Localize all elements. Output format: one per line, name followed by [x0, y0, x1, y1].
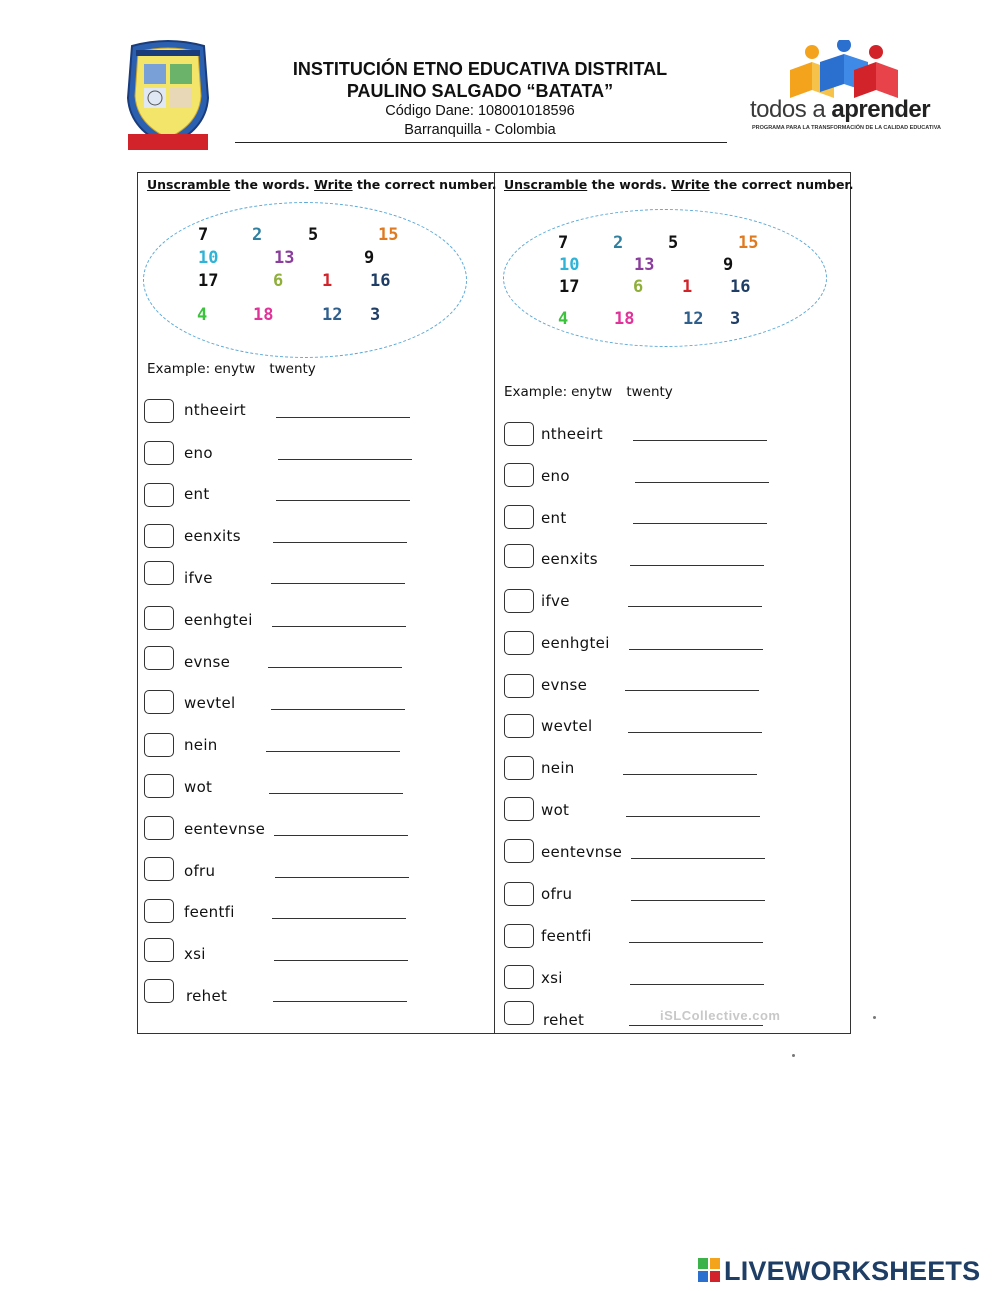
answer-line[interactable] [629, 942, 763, 943]
scrambled-word: ntheeirt [184, 401, 246, 419]
number-5: 5 [308, 225, 319, 245]
scrambled-word: ifve [184, 569, 213, 587]
number-4: 4 [197, 305, 208, 325]
answer-box[interactable] [504, 589, 534, 613]
scrambled-word: rehet [186, 987, 228, 1005]
answer-box[interactable] [504, 631, 534, 655]
scrambled-word: eentevnse [184, 820, 266, 838]
number-16: 16 [730, 277, 751, 297]
number-17: 17 [559, 277, 580, 297]
answer-line[interactable] [278, 459, 412, 460]
answer-box[interactable] [504, 505, 534, 529]
scrambled-word: evnse [184, 653, 231, 671]
number-1: 1 [322, 271, 333, 291]
school-location: Barranquilla - Colombia [404, 122, 556, 138]
answer-line[interactable] [273, 1001, 407, 1002]
number-16: 16 [370, 271, 391, 291]
scrambled-word: eno [184, 444, 213, 462]
example-scrambled: enytw [214, 361, 256, 377]
answer-line[interactable] [274, 835, 408, 836]
scrambled-word: eenxits [541, 550, 598, 568]
answer-line[interactable] [630, 565, 764, 566]
answer-line[interactable] [272, 626, 406, 627]
number-6: 6 [273, 271, 284, 291]
answer-box[interactable] [144, 646, 174, 670]
scrambled-word: eenhgtei [541, 634, 610, 652]
number-3: 3 [370, 305, 381, 325]
example-right [504, 384, 673, 400]
instruction-mid: the words. [230, 177, 315, 192]
scrambled-word: eno [541, 467, 570, 485]
number-13: 13 [634, 255, 655, 275]
brand-name [750, 96, 930, 124]
answer-line[interactable] [625, 690, 759, 691]
school-name-line1: INSTITUCIÓN ETNO EDUCATIVA DISTRITAL [292, 59, 668, 79]
number-bank-ellipse-left [143, 202, 467, 358]
school-crest-logo [122, 38, 214, 156]
answer-box[interactable] [144, 733, 174, 757]
answer-line[interactable] [266, 751, 400, 752]
answer-line[interactable] [268, 667, 402, 668]
scrambled-word: ent [184, 485, 210, 503]
instruction-rest: the correct number. [352, 177, 497, 192]
answer-line[interactable] [631, 858, 765, 859]
number-4: 4 [558, 309, 569, 329]
number-5: 5 [668, 233, 679, 253]
liveworksheets-wordmark: LIVEWORKSHEETS [724, 1256, 981, 1286]
scrambled-word: evnse [541, 676, 588, 694]
answer-box[interactable] [504, 463, 534, 487]
number-bank-ellipse-right [503, 209, 827, 347]
header-divider [235, 142, 727, 143]
answer-box[interactable] [144, 606, 174, 630]
example-answer: twenty [269, 361, 316, 377]
scrambled-word: ent [541, 509, 567, 527]
number-13: 13 [274, 248, 295, 268]
answer-line[interactable] [275, 877, 409, 878]
scrambled-word: wot [184, 778, 213, 796]
speck [873, 1016, 876, 1019]
answer-line[interactable] [274, 960, 408, 961]
answer-box[interactable] [504, 839, 534, 863]
answer-line[interactable] [271, 583, 405, 584]
answer-box[interactable] [504, 674, 534, 698]
answer-box[interactable] [504, 422, 534, 446]
instruction-right [504, 177, 854, 192]
answer-line[interactable] [273, 542, 407, 543]
scrambled-word: eenxits [184, 527, 241, 545]
answer-box[interactable] [504, 797, 534, 821]
scrambled-word: ofru [541, 885, 573, 903]
number-7: 7 [198, 225, 209, 245]
answer-box[interactable] [144, 816, 174, 840]
example-answer: twenty [626, 384, 673, 400]
answer-line[interactable] [628, 732, 762, 733]
instruction-write: Write [671, 177, 710, 192]
brand-subtitle: PROGRAMA PARA LA TRANSFORMACIÓN DE LA CALIDAD EDUCATIVA [752, 125, 941, 131]
answer-line[interactable] [630, 984, 764, 985]
number-7: 7 [558, 233, 569, 253]
number-9: 9 [364, 248, 375, 268]
answer-box[interactable] [144, 774, 174, 798]
instruction-rest: the correct number. [709, 177, 854, 192]
answer-line[interactable] [629, 649, 763, 650]
number-12: 12 [322, 305, 343, 325]
example-label: Example: [147, 361, 211, 377]
answer-line[interactable] [631, 900, 765, 901]
number-15: 15 [738, 233, 759, 253]
liveworksheets-icon [698, 1258, 720, 1282]
scrambled-word: wevtel [541, 717, 593, 735]
number-17: 17 [198, 271, 219, 291]
dane-code: Código Dane: 108001018596 [385, 103, 575, 119]
scrambled-word: xsi [184, 945, 206, 963]
answer-box[interactable] [504, 1001, 534, 1025]
answer-box[interactable] [504, 924, 534, 948]
number-12: 12 [683, 309, 704, 329]
answer-line[interactable] [633, 440, 767, 441]
answer-box[interactable] [144, 399, 174, 423]
number-15: 15 [378, 225, 399, 245]
answer-box[interactable] [144, 483, 174, 507]
scrambled-word: nein [184, 736, 218, 754]
answer-line[interactable] [635, 482, 769, 483]
scrambled-word: ifve [541, 592, 570, 610]
answer-box[interactable] [144, 938, 174, 962]
speck [792, 1054, 795, 1057]
answer-line[interactable] [276, 500, 410, 501]
scrambled-word: wot [541, 801, 570, 819]
answer-box[interactable] [144, 857, 174, 881]
instruction-write: Write [314, 177, 353, 192]
answer-box[interactable] [504, 965, 534, 989]
school-header [240, 58, 720, 140]
instruction-unscramble: Unscramble [147, 177, 231, 192]
number-18: 18 [253, 305, 274, 325]
brand-name-bold: aprender [831, 96, 931, 123]
scrambled-word: ofru [184, 862, 216, 880]
answer-line[interactable] [276, 417, 410, 418]
number-18: 18 [614, 309, 635, 329]
answer-line[interactable] [633, 523, 767, 524]
answer-box[interactable] [504, 756, 534, 780]
scrambled-word: eenhgtei [184, 611, 253, 629]
number-6: 6 [633, 277, 644, 297]
instruction-left [147, 177, 497, 192]
scrambled-word: eentevnse [541, 843, 623, 861]
number-10: 10 [559, 255, 580, 275]
answer-line[interactable] [629, 1025, 763, 1026]
answer-box[interactable] [144, 979, 174, 1003]
answer-line[interactable] [623, 774, 757, 775]
scrambled-word: ntheeirt [541, 425, 603, 443]
answer-box[interactable] [504, 882, 534, 906]
answer-box[interactable] [144, 899, 174, 923]
answer-line[interactable] [271, 709, 405, 710]
answer-box[interactable] [504, 714, 534, 738]
answer-box[interactable] [504, 544, 534, 568]
instruction-unscramble: Unscramble [504, 177, 588, 192]
scrambled-word: nein [541, 759, 575, 777]
scrambled-word: feentfi [541, 927, 592, 945]
example-left [147, 361, 316, 377]
answer-line[interactable] [628, 606, 762, 607]
example-scrambled: enytw [571, 384, 613, 400]
number-10: 10 [198, 248, 219, 268]
instruction-mid: the words. [587, 177, 672, 192]
answer-box[interactable] [144, 524, 174, 548]
answer-box[interactable] [144, 690, 174, 714]
column-divider [494, 172, 495, 1034]
scrambled-word: feentfi [184, 903, 235, 921]
school-name-line2: PAULINO SALGADO “BATATA” [346, 81, 614, 101]
answer-box[interactable] [144, 561, 174, 585]
scrambled-word: wevtel [184, 694, 236, 712]
answer-line[interactable] [269, 793, 403, 794]
scrambled-word: xsi [541, 969, 563, 987]
answer-box[interactable] [144, 441, 174, 465]
number-3: 3 [730, 309, 741, 329]
answer-line[interactable] [272, 918, 406, 919]
islcollective-watermark: iSLCollective.com [660, 1008, 781, 1023]
number-1: 1 [682, 277, 693, 297]
number-2: 2 [252, 225, 263, 245]
scrambled-word: rehet [543, 1011, 585, 1029]
number-9: 9 [723, 255, 734, 275]
example-label: Example: [504, 384, 568, 400]
answer-line[interactable] [626, 816, 760, 817]
brand-name-light: todos a [750, 96, 832, 123]
number-2: 2 [613, 233, 624, 253]
